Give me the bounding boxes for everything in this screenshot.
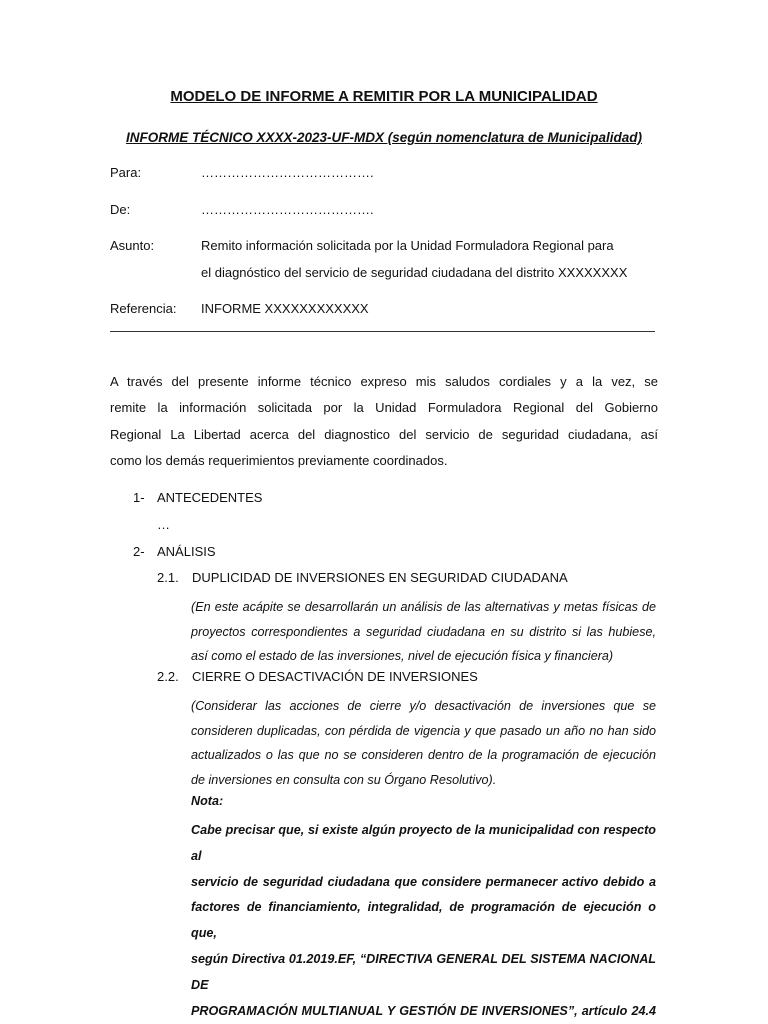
document-title: MODELO DE INFORME A REMITIR POR LA MUNICIPALIDAD [170, 88, 598, 105]
nota-line: servicio de seguridad ciudadana que considere permanecer activo debido a [191, 874, 656, 889]
para-value: …………………………………. [201, 165, 374, 180]
nota-line: factores de financiamiento, integralidad, de programación de ejecución o que, [191, 900, 656, 941]
nota-line: PROGRAMACIÓN MULTIANUAL Y GESTIÓN DE INVERSIONES”, artículo 24.4 [191, 1003, 656, 1018]
nota-body [191, 818, 656, 1024]
referencia-value: INFORME XXXXXXXXXXXX [201, 301, 369, 316]
section-2-2-line: de inversiones en consulta con su Órgano Resolutivo). [191, 772, 497, 787]
section-2-2-number: 2.2. [157, 669, 179, 684]
section-2-2-title: CIERRE O DESACTIVACIÓN DE INVERSIONES [192, 669, 478, 684]
de-value: …………………………………. [201, 202, 374, 217]
section-2-number: 2- [133, 544, 145, 559]
section-2-title: ANÁLISIS [157, 544, 216, 559]
section-2-1-title: DUPLICIDAD DE INVERSIONES EN SEGURIDAD CIUDADANA [192, 570, 568, 585]
intro-line: como los demás requerimientos previamente coordinados. [110, 452, 448, 468]
section-2-2-line: (Considerar las acciones de cierre y/o desactivación de inversiones que se [191, 699, 656, 713]
asunto-label: Asunto: [110, 238, 155, 253]
nota-line: según Directiva 01.2019.EF, “DIRECTIVA GENERAL DEL SISTEMA NACIONAL DE [191, 951, 656, 992]
header-divider [110, 331, 655, 332]
asunto-line-2: el diagnóstico del servicio de seguridad ciudadana del distrito XXXXXXXX [201, 265, 628, 280]
section-2-1-line: (En este acápite se desarrollarán un análisis de las alternativas y metas físicas de [191, 600, 656, 614]
section-2-1-line: proyectos correspondientes a seguridad ciudadana en su distrito si las hubiese, [191, 624, 656, 639]
intro-line: Regional La Libertad acerca del diagnostico del servicio de seguridad ciudadana, así [110, 426, 658, 442]
intro-line: remite la información solicitada por la Unidad Formuladora Regional del Gobierno [110, 400, 658, 416]
de-label: De: [110, 202, 131, 217]
referencia-label: Referencia: [110, 301, 177, 316]
section-2-2-line: actualizados o las que no se consideren dentro de la programación de ejecución [191, 748, 656, 762]
nota-line: Cabe precisar que, si existe algún proyecto de la municipalidad con respecto al [191, 823, 656, 863]
section-2-2-body [191, 694, 656, 792]
section-1-number: 1- [133, 490, 145, 505]
report-subtitle: INFORME TÉCNICO XXXX-2023-UF-MDX (según nomenclatura de Municipalidad) [125, 130, 643, 145]
section-2-1-body [191, 595, 656, 669]
asunto-line-1: Remito información solicitada por la Unidad Formuladora Regional para [201, 238, 614, 253]
section-2-1-number: 2.1. [157, 570, 179, 585]
intro-line: A través del presente informe técnico expreso mis saludos cordiales y a la vez, se [110, 374, 658, 389]
intro-paragraph [110, 369, 658, 474]
nota-label: Nota: [191, 794, 224, 808]
para-label: Para: [110, 165, 142, 180]
section-2-2-line: consideren duplicadas, con pérdida de vigencia y que pasado un año no han sido [191, 723, 656, 738]
section-2-1-line: así como el estado de las inversiones, nivel de ejecución física y financiera) [191, 649, 614, 664]
section-1-title: ANTECEDENTES [157, 490, 263, 505]
section-1-content: … [157, 517, 170, 532]
